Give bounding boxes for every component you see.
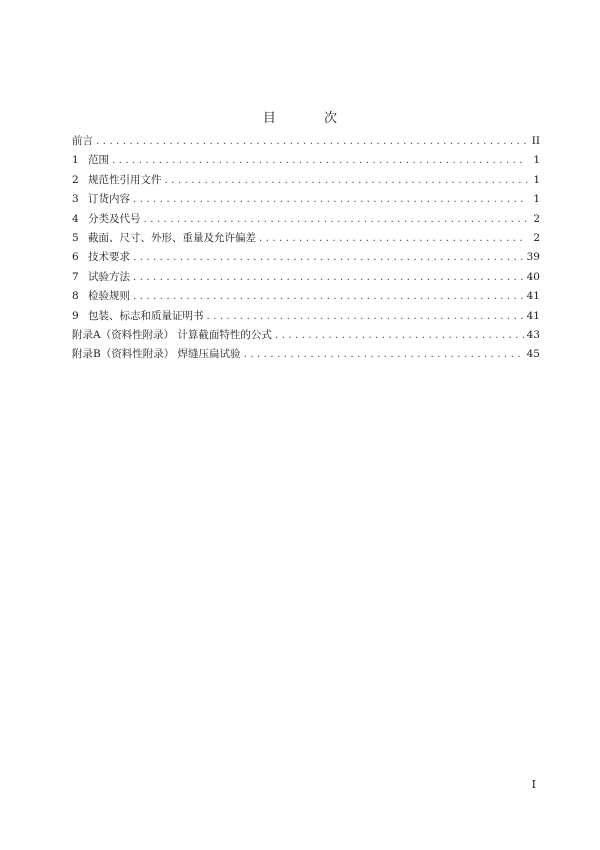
toc-leader-dots (133, 248, 524, 267)
toc-entry-label: 试验方法 (88, 270, 130, 283)
table-of-contents (72, 132, 540, 365)
toc-leader-dots (275, 326, 524, 345)
toc-entry-page: II (531, 135, 540, 147)
toc-entry-number: 9 (72, 309, 79, 322)
toc-entry-label: 附录A（资料性附录） 计算截面特性的公式 (72, 328, 272, 341)
toc-entry-number: 1 (72, 154, 79, 167)
toc-entry-scope[interactable] (72, 151, 540, 170)
toc-entry-test-methods[interactable] (72, 268, 540, 287)
toc-entry-number: 4 (72, 212, 79, 225)
toc-leader-dots (144, 210, 528, 229)
toc-entry-number: 5 (72, 231, 79, 244)
toc-leader-dots (259, 229, 527, 248)
toc-entry-order-content[interactable] (72, 190, 540, 209)
toc-entry-number: 3 (72, 193, 79, 206)
toc-leader-dots (133, 190, 527, 209)
toc-leader-dots (133, 287, 524, 306)
toc-leader-dots (244, 345, 524, 364)
toc-entry-page: 1 (533, 193, 540, 206)
toc-leader-dots (165, 171, 528, 190)
toc-entry-normative-references[interactable] (72, 171, 540, 190)
toc-entry-classification[interactable] (72, 210, 540, 229)
page-number: I (531, 778, 536, 791)
toc-entry-page: 41 (526, 309, 540, 322)
toc-entry-page: 1 (533, 173, 540, 186)
toc-entry-label: 包装、标志和质量证明书 (88, 309, 204, 322)
toc-entry-label: 附录B（资料性附录） 焊缝压扁试验 (72, 348, 241, 361)
toc-entry-label: 前言 (72, 135, 93, 147)
toc-entry-page: 43 (526, 328, 540, 341)
toc-entry-foreword[interactable] (72, 132, 540, 151)
toc-title: 目 次 (262, 111, 360, 126)
toc-entry-page: 41 (526, 290, 540, 303)
toc-entry-label: 分类及代号 (88, 212, 141, 225)
toc-entry-number: 8 (72, 290, 79, 303)
toc-entry-page: 1 (533, 154, 540, 167)
toc-entry-packaging[interactable] (72, 307, 540, 326)
toc-entry-page: 45 (526, 348, 540, 361)
toc-entry-label: 截面、尺寸、外形、重量及允许偏差 (88, 231, 256, 244)
toc-entry-page: 39 (526, 251, 540, 264)
toc-entry-label: 订货内容 (88, 193, 130, 206)
toc-entry-appendix-a[interactable] (72, 326, 540, 345)
toc-entry-label: 检验规则 (88, 290, 130, 303)
toc-entry-number: 7 (72, 270, 79, 283)
toc-entry-appendix-b[interactable] (72, 345, 540, 364)
toc-entry-label: 规范性引用文件 (88, 173, 162, 186)
toc-entry-page: 2 (533, 231, 540, 244)
toc-entry-page: 2 (533, 212, 540, 225)
toc-entry-inspection-rules[interactable] (72, 287, 540, 306)
toc-entry-label: 技术要求 (88, 251, 130, 264)
toc-entry-technical-requirements[interactable] (72, 248, 540, 267)
toc-leader-dots (133, 268, 524, 287)
toc-entry-page: 40 (526, 270, 540, 283)
toc-entry-dimensions[interactable] (72, 229, 540, 248)
toc-leader-dots (96, 132, 527, 151)
toc-entry-label: 范围 (88, 154, 109, 167)
toc-leader-dots (112, 151, 527, 170)
toc-entry-number: 2 (72, 173, 79, 186)
toc-entry-number: 6 (72, 251, 79, 264)
toc-leader-dots (207, 307, 524, 326)
